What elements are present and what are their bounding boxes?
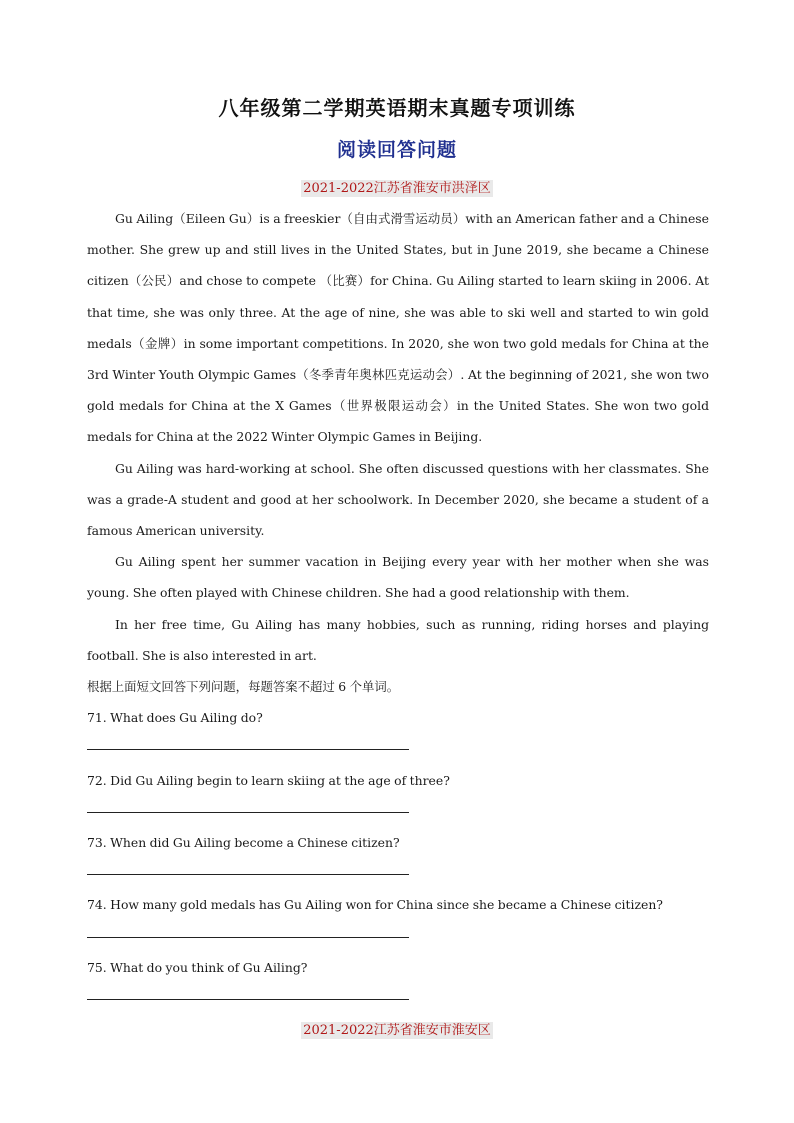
answer-line-71[interactable] (87, 733, 709, 764)
source-label-bottom (0, 1019, 794, 1038)
passage-paragraph-2: Gu Ailing was hard-working at school. She often discussed questions with her classmates. She was a grade-A student and good at her schoolwork. In December 2020, she became a student of a famous American university. (87, 460, 709, 539)
answer-line-75[interactable] (87, 983, 709, 1014)
question-73: 73. When did Gu Ailing become a Chinese citizen? (87, 835, 400, 850)
section-subtitle: 阅读回答问题 (336, 139, 457, 161)
passage-paragraph-4: In her free time, Gu Ailing has many hobbies, such as running, riding horses and playing football. She is also interested in art. (87, 616, 709, 663)
source-label-top-text: 2021-2022江苏省淮安市洪泽区 (303, 181, 491, 196)
question-71: 71. What does Gu Ailing do? (87, 710, 263, 726)
passage-paragraph-3: Gu Ailing spent her summer vacation in Beijing every year with her mother when she was young. She often played with Chinese children. She had a good relationship with them. (87, 554, 709, 601)
page-title: 八年级第二学期英语期末真题专项训练 (218, 96, 576, 120)
question-75: 75. What do you think of Gu Ailing? (87, 959, 308, 975)
answer-line-74[interactable] (87, 921, 709, 952)
question-74: 74. How many gold medals has Gu Ailing won for China since she became a Chinese citizen? (87, 897, 663, 913)
answer-line-73[interactable] (87, 858, 709, 889)
passage-paragraph-1: Gu Ailing（Eileen Gu）is a freeskier（自由式滑雪运动员）with an American father and a Chinese mother. She grew up and still lives in the United States, but in June 2019, she became a Chinese citizen（公民）and chose to compete （比赛）for China. Gu Ailing started to learn skiing in 2006. At that time, she was only three. At the age of nine, she was able to ski well and started to win gold medals（金牌）in some important competitions. In 2020, she won two gold medals for China at the 3rd Winter Youth Olympic Games（冬季青年奥林匹克运动会）. At the beginning of 2021, she won two gold medals for China at the X Games（世界极限运动会）in the United States. She won two gold medals for China at the 2022 Winter Olympic Games in Beijing. (87, 211, 709, 445)
question-72: 72. Did Gu Ailing begin to learn skiing at the age of three? (87, 772, 450, 788)
source-label-bottom-text: 2021-2022江苏省淮安市淮安区 (303, 1023, 491, 1038)
reading-section (87, 203, 709, 1014)
source-label-top (0, 177, 794, 196)
answer-line-72[interactable] (87, 796, 709, 827)
instruction-text: 根据上面短文回答下列问题，每题答案不超过 6 个单词。 (87, 679, 400, 695)
